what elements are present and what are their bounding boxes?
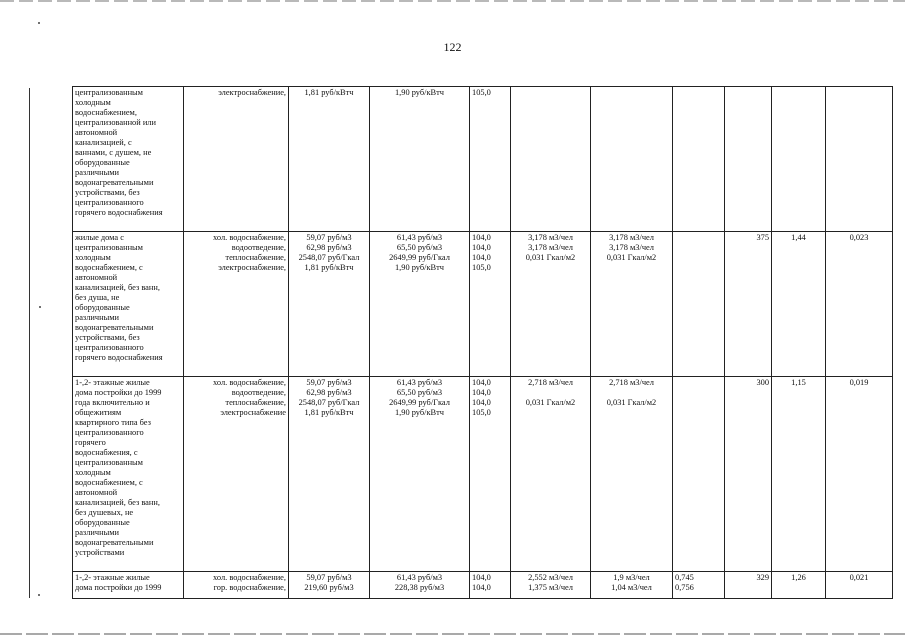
cell-coefficient <box>673 232 725 377</box>
cell-line: 2,718 м3/чел <box>609 378 654 387</box>
cell-col-b: 1,26 <box>772 572 826 599</box>
cell-norm-1 <box>511 377 591 572</box>
cell-line: 0,756 <box>675 583 694 592</box>
scan-edge-top <box>0 0 905 2</box>
cell-line: 3,178 м3/чел <box>609 243 654 252</box>
cell-description <box>73 377 184 572</box>
cell-line: 105,0 <box>472 263 491 272</box>
cell-col-b <box>772 87 826 232</box>
cell-line: канализацией, с <box>75 138 132 147</box>
cell-line: теплоснабжение, <box>225 253 286 262</box>
cell-line: централизованным <box>75 243 143 252</box>
cell-line: 59,07 руб/м3 <box>306 378 352 387</box>
cell-line: холодным <box>75 253 111 262</box>
cell-coefficient <box>673 377 725 572</box>
cell-norm-2 <box>591 87 673 232</box>
cell-line: 104,0 <box>472 388 491 397</box>
cell-line: хол. водоснабжение, <box>213 573 286 582</box>
cell-norm-2 <box>591 572 673 599</box>
cell-col-c <box>826 87 893 232</box>
cell-tariff-2 <box>370 87 470 232</box>
cell-line: 59,07 руб/м3 <box>306 573 352 582</box>
cell-line: водоснабжения, с <box>75 448 138 457</box>
cell-services <box>184 377 289 572</box>
cell-tariff-2 <box>370 377 470 572</box>
cell-index <box>470 572 511 599</box>
cell-line: 0,031 Гкал/м2 <box>525 398 576 407</box>
cell-line: 0,031 Гкал/м2 <box>606 253 657 262</box>
cell-line: 62,98 руб/м3 <box>306 388 352 397</box>
cell-line: водонагревательными <box>75 538 154 547</box>
cell-line: устройствами, без <box>75 188 140 197</box>
cell-col-b: 1,15 <box>772 377 826 572</box>
cell-line: водоотведение, <box>231 243 286 252</box>
cell-line: канализацией, без ванн, <box>75 498 160 507</box>
cell-line: автономной <box>75 273 118 282</box>
cell-index <box>470 232 511 377</box>
table-row <box>73 87 893 232</box>
cell-line: 1,90 руб/кВтч <box>394 408 445 417</box>
cell-line: квартирного типа без <box>75 418 151 427</box>
cell-line: водоснабжением, <box>75 108 137 117</box>
cell-line: без душевых, не <box>75 508 134 517</box>
cell-line: 3,178 м3/чел <box>528 243 573 252</box>
cell-line: 105,0 <box>472 88 491 97</box>
cell-line: холодным <box>75 468 111 477</box>
cell-line: года включительно и <box>75 398 150 407</box>
scan-speck <box>39 306 41 308</box>
cell-line: хол. водоснабжение, <box>213 233 286 242</box>
cell-line: 2,718 м3/чел <box>528 378 573 387</box>
cell-line: горячего <box>75 438 106 447</box>
cell-line: 104,0 <box>472 253 491 262</box>
cell-line: 105,0 <box>472 408 491 417</box>
cell-tariff-1 <box>289 572 370 599</box>
cell-line: 104,0 <box>472 243 491 252</box>
cell-line: 1-,2- этажные жилые <box>75 378 150 387</box>
cell-norm-1 <box>511 572 591 599</box>
cell-line: оборудованные <box>75 158 130 167</box>
scan-edge-bottom <box>0 633 905 635</box>
cell-line: централизованным <box>75 458 143 467</box>
cell-line: оборудованные <box>75 303 130 312</box>
cell-coefficient <box>673 572 725 599</box>
cell-line: теплоснабжение, <box>225 398 286 407</box>
cell-line: электроснабжение, <box>218 88 286 97</box>
cell-line: ваннами, с душем, не <box>75 148 152 157</box>
cell-line: 61,43 руб/м3 <box>396 573 443 582</box>
cell-line: 2649,99 руб/Гкал <box>389 253 450 262</box>
cell-line: 2548,07 руб/Гкал <box>298 253 360 262</box>
cell-line: 65,50 руб/м3 <box>396 388 443 397</box>
cell-index <box>470 377 511 572</box>
cell-line: централизованного <box>75 428 144 437</box>
cell-line: 65,50 руб/м3 <box>396 243 443 252</box>
cell-norm-2 <box>591 377 673 572</box>
cell-line: водоснабжением, с <box>75 478 143 487</box>
cell-line: 104,0 <box>472 233 491 242</box>
cell-col-c: 0,021 <box>826 572 893 599</box>
cell-line: 104,0 <box>472 398 491 407</box>
cell-line: без душа, не <box>75 293 120 302</box>
cell-line: горячего водоснабжения <box>75 353 163 362</box>
cell-line: устройствами, без <box>75 333 140 342</box>
cell-line: жилые дома с <box>75 233 124 242</box>
scan-speck <box>38 594 40 596</box>
cell-line: электроснабжение <box>220 408 286 417</box>
page-number: 122 <box>443 40 462 54</box>
cell-line: 0,745 <box>675 573 694 582</box>
table-body <box>73 87 893 599</box>
margin-rule <box>29 88 30 598</box>
cell-line: 1,9 м3/чел <box>613 573 650 582</box>
cell-line: 104,0 <box>472 378 491 387</box>
cell-line: 59,07 руб/м3 <box>306 233 352 242</box>
cell-line: различными <box>75 528 119 537</box>
cell-line: 1,04 м3/чел <box>611 583 652 592</box>
table-row <box>73 232 893 377</box>
cell-line: 3,178 м3/чел <box>528 233 573 242</box>
cell-services <box>184 572 289 599</box>
cell-line: оборудованные <box>75 518 130 527</box>
cell-tariff-2 <box>370 232 470 377</box>
cell-line: горячего водоснабжения <box>75 208 163 217</box>
cell-line: электроснабжение, <box>218 263 286 272</box>
cell-line: 1-,2- этажные жилые <box>75 573 150 582</box>
cell-line: водонагревательными <box>75 178 154 187</box>
cell-col-a: 300 <box>725 377 772 572</box>
cell-line <box>513 388 588 398</box>
cell-line: дома постройки до 1999 <box>75 388 162 397</box>
cell-index <box>470 87 511 232</box>
cell-line: автономной <box>75 128 118 137</box>
cell-line: гор. водоснабжение, <box>213 583 286 592</box>
cell-tariff-2 <box>370 572 470 599</box>
cell-col-a: 329 <box>725 572 772 599</box>
cell-tariff-1 <box>289 377 370 572</box>
cell-line: 1,90 руб/кВтч <box>394 88 445 97</box>
cell-col-a: 375 <box>725 232 772 377</box>
cell-description <box>73 87 184 232</box>
cell-col-a <box>725 87 772 232</box>
cell-line: 1,81 руб/кВтч <box>304 88 354 97</box>
cell-col-b: 1,44 <box>772 232 826 377</box>
cell-line: 62,98 руб/м3 <box>306 243 352 252</box>
cell-services <box>184 232 289 377</box>
cell-norm-2 <box>591 232 673 377</box>
cell-line: 3,178 м3/чел <box>609 233 654 242</box>
cell-line: 0,031 Гкал/м2 <box>525 253 576 262</box>
tariff-table <box>72 86 893 599</box>
cell-line: холодным <box>75 98 111 107</box>
cell-col-c: 0,023 <box>826 232 893 377</box>
cell-line: водонагревательными <box>75 323 154 332</box>
cell-line: водоотведение, <box>231 388 286 397</box>
cell-line: общежитиям <box>75 408 122 417</box>
cell-description <box>73 572 184 599</box>
cell-line: централизованного <box>75 198 144 207</box>
cell-line: 2,552 м3/чел <box>528 573 573 582</box>
cell-line: 219,60 руб/м3 <box>304 583 354 592</box>
cell-line: 228,38 руб/м3 <box>394 583 445 592</box>
cell-line: хол. водоснабжение, <box>213 378 286 387</box>
cell-line: 0,031 Гкал/м2 <box>606 398 657 407</box>
cell-line: 2649,99 руб/Гкал <box>389 398 450 407</box>
cell-tariff-1 <box>289 87 370 232</box>
cell-line: 104,0 <box>472 573 491 582</box>
cell-line: 61,43 руб/м3 <box>396 233 443 242</box>
cell-line: 61,43 руб/м3 <box>396 378 443 387</box>
cell-services <box>184 87 289 232</box>
cell-col-c: 0,019 <box>826 377 893 572</box>
cell-line: централизованного <box>75 343 144 352</box>
cell-norm-1 <box>511 87 591 232</box>
cell-line: устройствами <box>75 548 125 557</box>
cell-norm-1 <box>511 232 591 377</box>
cell-coefficient <box>673 87 725 232</box>
cell-line: дома постройки до 1999 <box>75 583 162 592</box>
cell-line: 1,90 руб/кВтч <box>394 263 445 272</box>
cell-line: 1,375 м3/чел <box>528 583 573 592</box>
cell-tariff-1 <box>289 232 370 377</box>
cell-line: 2548,07 руб/Гкал <box>298 398 360 407</box>
cell-line: водоснабжением, с <box>75 263 143 272</box>
cell-line: автономной <box>75 488 118 497</box>
cell-line: различными <box>75 313 119 322</box>
table-row <box>73 572 893 599</box>
cell-line <box>593 388 670 398</box>
cell-line: канализацией, без ванн, <box>75 283 160 292</box>
cell-line: централизованным <box>75 88 143 97</box>
cell-line: различными <box>75 168 119 177</box>
cell-line: 1,81 руб/кВтч <box>304 263 354 272</box>
table-row <box>73 377 893 572</box>
cell-line: централизованной или <box>75 118 156 127</box>
cell-line: 104,0 <box>472 583 491 592</box>
cell-description <box>73 232 184 377</box>
scan-speck <box>38 22 40 24</box>
cell-line: 1,81 руб/кВтч <box>304 408 354 417</box>
